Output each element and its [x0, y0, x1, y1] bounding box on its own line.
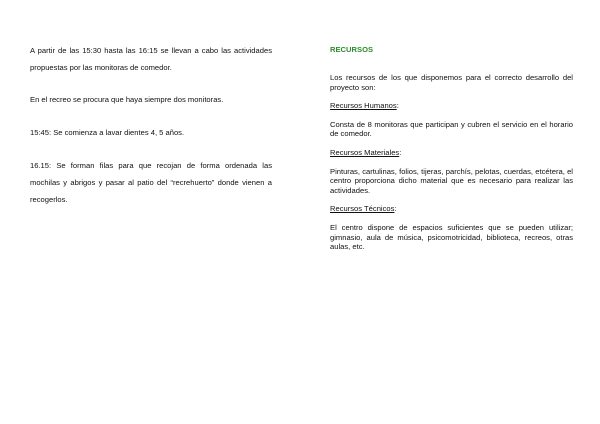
technical-resources-title-text: Recursos Técnicos — [330, 204, 395, 214]
material-resources-text: Pinturas, cartulinas, folios, tijeras, parchís, pelotas, cuerdas, etcétera, el centro proporciona dicho material que es necesario para realizar las actividades. — [330, 166, 573, 195]
resources-heading: RECURSOS — [330, 45, 374, 54]
schedule-paragraph: A partir de las 15:30 hasta las 16:15 se llevan a cabo las actividades propuestas por las monitoras de comedor. — [30, 46, 272, 72]
human-resources-text: Consta de 8 monitoras que participan y cubren el servicio en el horario de comedor. — [330, 119, 573, 139]
human-resources-title — [330, 101, 573, 111]
teeth-brushing-paragraph: 15:45: Se comienza a lavar dientes 4, 5 años. — [30, 128, 185, 137]
material-resources-title-text: Recursos Materiales — [330, 147, 400, 157]
technical-resources-colon: : — [394, 204, 397, 214]
human-resources-colon: : — [396, 101, 399, 111]
left-column — [30, 42, 272, 208]
material-resources-title — [330, 148, 573, 158]
pickup-paragraph: 16.15: Se forman filas para que recojan de forma ordenada las mochilas y abrigos y pasar al patio del “recrehuerto” donde vienen a recogerlos. — [30, 161, 272, 204]
right-column — [330, 45, 573, 252]
recess-paragraph: En el recreo se procura que haya siempre dos monitoras. — [30, 95, 224, 104]
human-resources-title-text: Recursos Humanos — [330, 101, 397, 111]
resources-intro: Los recursos de los que disponemos para el correcto desarrollo del proyecto son: — [330, 73, 573, 92]
technical-resources-text: El centro dispone de espacios suficientes que se pueden utilizar; gimnasio, aula de música, psicomotricidad, biblioteca, recreos, otras aulas, etc. — [330, 222, 573, 252]
material-resources-colon: : — [399, 147, 402, 157]
technical-resources-title — [330, 204, 573, 214]
